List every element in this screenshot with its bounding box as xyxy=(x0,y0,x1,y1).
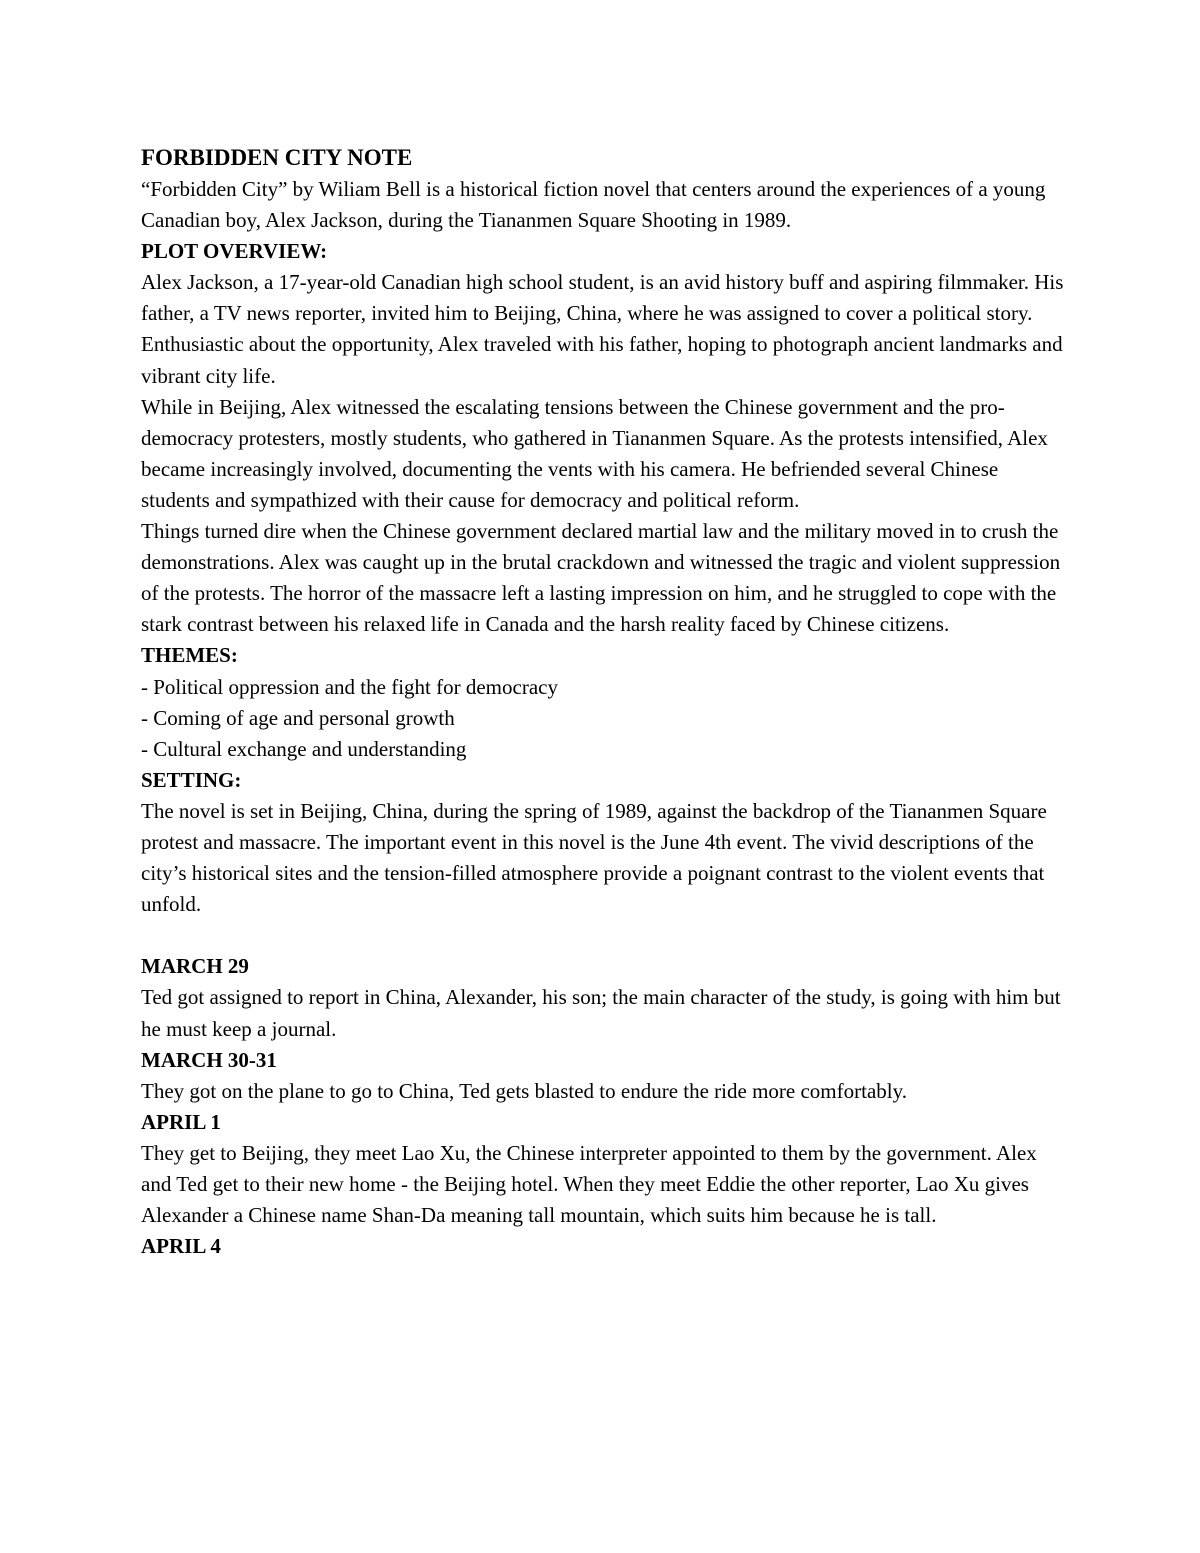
setting-paragraph: The novel is set in Beijing, China, during the spring of 1989, against the backdrop of the Tiananmen Square protest and massacre. The important event in this novel is the June 4th event. The vivid descriptions of the city’s historical sites and the tension-filled atmosphere provide a poignant contrast to the violent events that unfold. xyxy=(141,798,1047,917)
theme-item: - Cultural exchange and understanding xyxy=(141,736,467,761)
setting-heading: SETTING: xyxy=(141,767,242,792)
plot-heading: PLOT OVERVIEW: xyxy=(141,239,328,264)
theme-item: - Political oppression and the fight for democracy xyxy=(141,674,558,699)
plot-paragraph: Things turned dire when the Chinese government declared martial law and the military moved in to crush the demonstrations. Alex was caught up in the brutal crackdown and witnessed the tragic and violent suppression of the protests. The horror of the massacre left a lasting impression on him, and he struggled to cope with the stark contrast between his relaxed life in Canada and the harsh reality faced by Chinese citizens. xyxy=(141,519,1061,637)
entry-date: APRIL 1 xyxy=(141,1109,221,1134)
plot-paragraph: Alex Jackson, a 17-year-old Canadian high school student, is an avid history buff and aspiring filmmaker. His father, a TV news reporter, invited him to Beijing, China, where he was assigned to cover a political story. Enthusiastic about the opportunity, Alex traveled with his father, hoping to photograph ancient landmarks and vibrant city life. xyxy=(141,270,1064,388)
intro-paragraph: “Forbidden City” by Wiliam Bell is a historical fiction novel that centers around the experiences of a young Canadian boy, Alex Jackson, during the Tiananmen Square Shooting in 1989. xyxy=(141,177,1046,233)
entry-date: APRIL 4 xyxy=(141,1234,221,1259)
theme-item: - Coming of age and personal growth xyxy=(141,705,455,730)
themes-heading: THEMES: xyxy=(141,643,238,668)
entry-date: MARCH 29 xyxy=(141,954,249,979)
document-body xyxy=(141,142,1071,1262)
entry-text: They get to Beijing, they meet Lao Xu, the Chinese interpreter appointed to them by the government. Alex and Ted get to their new home - the Beijing hotel. When they meet Eddie the other reporter, Lao Xu gives Alexander a Chinese name Shan-Da meaning tall mountain, which suits him because he is tall. xyxy=(141,1140,1037,1228)
blank-line xyxy=(141,920,1071,951)
document-title: FORBIDDEN CITY NOTE xyxy=(141,145,413,170)
entry-date: MARCH 30-31 xyxy=(141,1047,277,1072)
entry-text: They got on the plane to go to China, Ted gets blasted to endure the ride more comfortably. xyxy=(141,1078,907,1103)
entry-text: Ted got assigned to report in China, Alexander, his son; the main character of the study, is going with him but he must keep a journal. xyxy=(141,985,1061,1041)
plot-paragraph: While in Beijing, Alex witnessed the escalating tensions between the Chinese government and the pro-democracy protesters, mostly students, who gathered in Tiananmen Square. As the protests intensified, Alex became increasingly involved, documenting the vents with his camera. He befriended several Chinese students and sympathized with their cause for democracy and political reform. xyxy=(141,394,1048,512)
